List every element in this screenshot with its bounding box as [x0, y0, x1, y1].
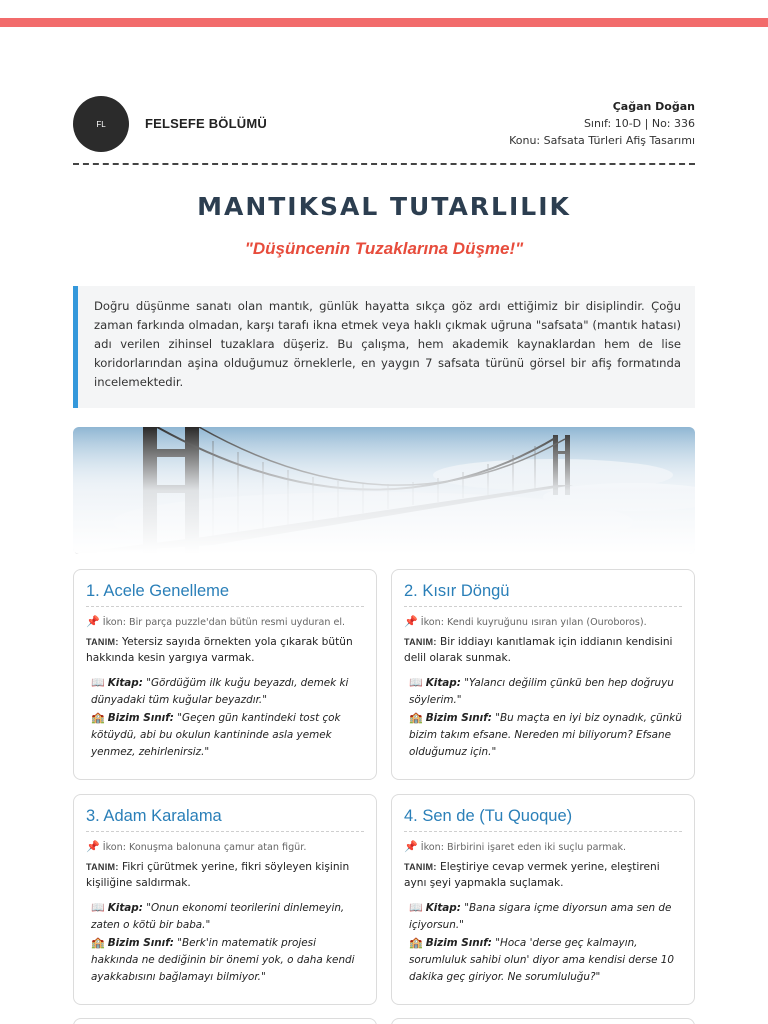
class-label: Bizim Sınıf:: [425, 712, 492, 724]
definition-text: Fikri çürütmek yerine, fikri söyleyen kişinin kişiliğine saldırmak.: [86, 861, 350, 889]
class-label: Bizim Sınıf:: [107, 712, 174, 724]
book-label: Kitap:: [107, 902, 143, 914]
intro-paragraph: Doğru düşünme sanatı olan mantık, günlük hayatta sıkça göz ardı ettiğimiz bir disiplindir. Çoğu zaman farkında olmadan, karşı tarafı ikna etmek veya haklı çıkmak uğruna "safsata" (mantık hatası) adı verilen zihinsel tuzaklara düşeriz. Bu çalışma, hem akademik kaynaklardan hem de lise koridorlarından aşina olduğumuz örneklerle, en yaygın 7 safsata türünü görsel bir afiş formatında incelemektedir.: [73, 286, 695, 408]
icon-note-text: İkon: Konuşma balonuna çamur atan figür.: [102, 842, 307, 853]
definition: [86, 634, 364, 666]
card-title: 4. Sen de (Tu Quoque): [404, 807, 682, 832]
school-icon: 🏫: [91, 711, 105, 724]
icon-note: [86, 840, 364, 853]
icon-note-text: İkon: Kendi kuyruğunu ısıran yılan (Ouroboros).: [420, 617, 647, 628]
class-example: [409, 934, 682, 986]
icon-note: [86, 615, 364, 628]
pin-icon: 📌: [404, 840, 418, 853]
book-icon: 📖: [91, 676, 105, 689]
student-name: Çağan Doğan: [612, 100, 695, 113]
class-example: [91, 709, 364, 761]
book-icon: 📖: [91, 901, 105, 914]
student-class: Sınıf: 10-D | No: 336: [583, 117, 695, 130]
pin-icon: 📌: [86, 615, 100, 628]
icon-note: [404, 840, 682, 853]
class-example: [409, 709, 682, 761]
poster-subtitle: "Düşüncenin Tuzaklarına Düşme!": [244, 239, 524, 258]
definition-label: TANIM:: [86, 637, 119, 647]
department-name: FELSEFE BÖLÜMÜ: [145, 116, 267, 131]
school-icon: 🏫: [409, 711, 423, 724]
icon-note-text: İkon: Birbirini işaret eden iki suçlu parmak.: [420, 842, 627, 853]
page-header: [73, 96, 695, 152]
class-example: [91, 934, 364, 986]
card-title: 1. Acele Genelleme: [86, 582, 364, 607]
definition: [404, 634, 682, 666]
book-example: [409, 899, 682, 934]
pin-icon: 📌: [86, 840, 100, 853]
fallacy-card-5-peek: [73, 1018, 377, 1024]
definition: [404, 859, 682, 891]
fallacy-card-4: [391, 794, 695, 1005]
fallacy-card-1: [73, 569, 377, 780]
book-icon: 📖: [409, 901, 423, 914]
logo-text: FL: [96, 119, 106, 129]
fallacy-card-3: [73, 794, 377, 1005]
card-title: 2. Kısır Döngü: [404, 582, 682, 607]
class-example-text: "Geçen gün kantindeki tost çok kötüydü, abi bu okulun kantininde asla yemek yenmez, zehirlenirsiz.": [91, 712, 341, 758]
book-example-text: "Gördüğüm ilk kuğu beyazdı, demek ki dünyadaki tüm kuğular beyazdır.": [91, 677, 349, 706]
book-icon: 📖: [409, 676, 423, 689]
examples: [86, 899, 364, 986]
school-icon: 🏫: [91, 936, 105, 949]
class-label: Bizim Sınıf:: [425, 937, 492, 949]
fallacy-card-6-peek: [391, 1018, 695, 1024]
class-example-text: "Hoca 'derse geç kalmayın, sorumluluk sahibi olun' diyor ama kendisi derse 10 dakika geç giriyor. Ne sorumluluğu?": [409, 937, 675, 983]
book-label: Kitap:: [425, 677, 461, 689]
book-example: [91, 674, 364, 709]
definition-text: Bir iddiayı kanıtlamak için iddianın kendisini delil olarak sunmak.: [404, 636, 673, 664]
class-label: Bizim Sınıf:: [107, 937, 174, 949]
book-example: [409, 674, 682, 709]
icon-note-text: İkon: Bir parça puzzle'dan bütün resmi uyduran el.: [102, 617, 346, 628]
poster-title: MANTIKSAL TUTARLILIK: [197, 192, 571, 221]
definition-label: TANIM:: [86, 862, 119, 872]
fallacy-card-2: [391, 569, 695, 780]
pin-icon: 📌: [404, 615, 418, 628]
definition-text: Yetersiz sayıda örnekten yola çıkarak bütün hakkında kesin yargıya varmak.: [86, 636, 353, 664]
school-icon: 🏫: [409, 936, 423, 949]
poster-topic: Konu: Safsata Türleri Afiş Tasarımı: [509, 134, 695, 147]
definition-label: TANIM:: [404, 637, 437, 647]
class-example-text: "Bu maçta en iyi biz oynadık, çünkü bizim takım efsane. Nereden mi biliyorum? Efsane olduğumuz için.": [409, 712, 682, 758]
card-title: 3. Adam Karalama: [86, 807, 364, 832]
book-label: Kitap:: [425, 902, 461, 914]
book-example-text: "Onun ekonomi teorilerini dinlemeyin, zaten o kötü bir baba.": [91, 902, 345, 931]
book-label: Kitap:: [107, 677, 143, 689]
bridge-in-fog-image: [73, 427, 695, 554]
definition-label: TANIM:: [404, 862, 437, 872]
top-accent-bar: [0, 18, 768, 27]
book-example: [91, 899, 364, 934]
department-logo: [73, 96, 129, 152]
examples: [404, 899, 682, 986]
book-example-text: "Yalancı değilim çünkü ben hep doğruyu söylerim.": [409, 677, 674, 706]
examples: [404, 674, 682, 761]
definition-text: Eleştiriye cevap vermek yerine, eleştireni aynı şeyi yapmakla suçlamak.: [404, 861, 660, 889]
book-example-text: "Bana sigara içme diyorsun ama sen de içiyorsun.": [409, 902, 672, 931]
student-info: [509, 98, 695, 149]
header-divider: [73, 163, 695, 165]
icon-note: [404, 615, 682, 628]
class-example-text: "Berk'in matematik projesi hakkında ne dediğinin bir önemi yok, o daha kendi ayakkabısını bağlamayı bilmiyor.": [91, 937, 355, 983]
definition: [86, 859, 364, 891]
examples: [86, 674, 364, 761]
